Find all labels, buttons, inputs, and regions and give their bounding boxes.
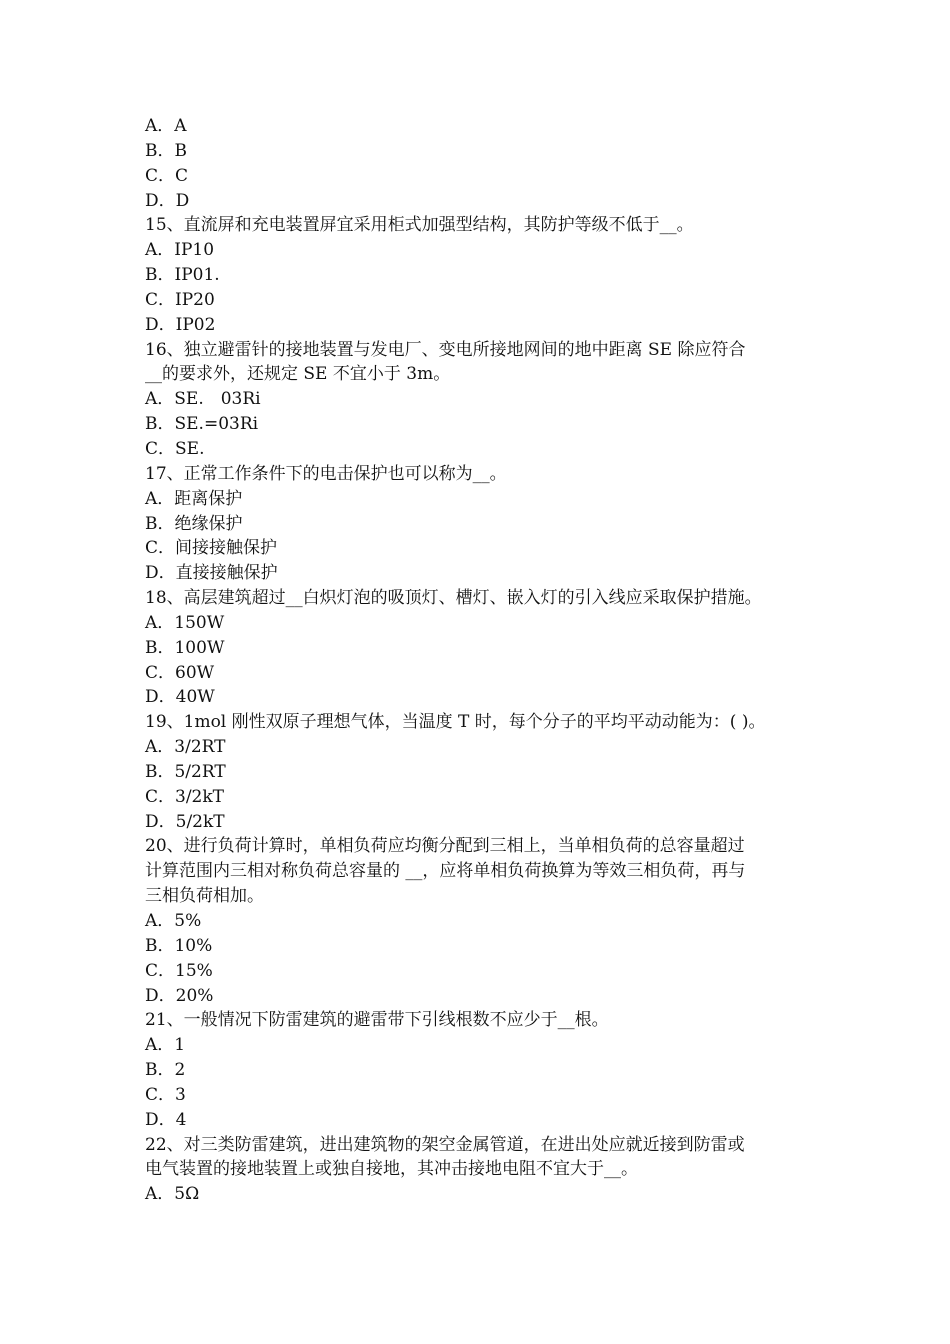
- answer-option: D．IP02: [145, 314, 216, 335]
- answer-option: D．直接接触保护: [145, 563, 278, 584]
- question: [145, 834, 825, 909]
- question-text-line: 计算范围内三相对称负荷总容量的 __，应将单相负荷换算为等效三相负荷，再与: [145, 861, 746, 882]
- answer-option: B．B: [145, 140, 187, 161]
- answer-option: D．4: [145, 1109, 187, 1130]
- question-text-line: 21、一般情况下防雷建筑的避雷带下引线根数不应少于__根。: [145, 1010, 609, 1031]
- question: [145, 338, 825, 388]
- question-text-line: 20、进行负荷计算时，单相负荷应均衡分配到三相上，当单相负荷的总容量超过: [145, 836, 745, 857]
- answer-option: A．距离保护: [145, 488, 243, 509]
- question-text-line: 22、对三类防雷建筑，进出建筑物的架空金属管道，在进出处应就近接到防雷或: [145, 1134, 745, 1155]
- answer-option: B．100W: [145, 637, 225, 658]
- answer-option: D．5/2kT: [145, 811, 225, 832]
- question: [145, 462, 825, 487]
- answer-option: A．150W: [145, 612, 225, 633]
- answer-option: C．SE.: [145, 438, 205, 459]
- question: [145, 213, 825, 238]
- answer-option: B．绝缘保护: [145, 513, 243, 534]
- answer-option: A．3/2RT: [145, 737, 226, 758]
- answer-option: A．1: [145, 1035, 186, 1056]
- answer-option: B．SE.=03Ri: [145, 414, 259, 435]
- answer-option: B．IP01.: [145, 265, 220, 286]
- answer-option: C．C: [145, 165, 189, 186]
- question-text-line: 19、1mol 刚性双原子理想气体，当温度 T 时，每个分子的平均平动动能为：( )。: [145, 712, 766, 733]
- question: [145, 1133, 825, 1183]
- answer-option: B．10%: [145, 935, 213, 956]
- answer-option: D．20%: [145, 985, 214, 1006]
- answer-option: B．2: [145, 1060, 186, 1081]
- question-text-line: 15、直流屏和充电装置屏宜采用柜式加强型结构，其防护等级不低于__。: [145, 215, 694, 236]
- answer-option: C．60W: [145, 662, 215, 683]
- question-text-line: 电气装置的接地装置上或独自接地，其冲击接地电阻不宜大于__。: [145, 1159, 638, 1180]
- question-text-line: 16、独立避雷针的接地装置与发电厂、变电所接地网间的地中距离 SE 除应符合: [145, 339, 746, 360]
- answer-option: C．3: [145, 1084, 186, 1105]
- answer-option: D．40W: [145, 687, 215, 708]
- question-text-line: 三相负荷相加。: [145, 886, 264, 907]
- answer-option: A．A: [145, 116, 187, 136]
- question-text-line: __的要求外，还规定 SE 不宜小于 3m。: [145, 364, 451, 385]
- answer-option: A．5Ω: [145, 1184, 200, 1205]
- question: [145, 1008, 825, 1033]
- question-text-line: 17、正常工作条件下的电击保护也可以称为__。: [145, 463, 507, 484]
- answer-option: B．5/2RT: [145, 761, 226, 782]
- answer-option: A．IP10: [145, 240, 215, 261]
- document-page: [145, 114, 825, 1207]
- question: [145, 710, 825, 735]
- answer-option: A．5%: [145, 911, 202, 931]
- answer-option: D．D: [145, 190, 190, 211]
- question: [145, 586, 825, 611]
- answer-option: C．15%: [145, 960, 213, 981]
- answer-option: C．IP20: [145, 289, 215, 310]
- answer-option: C．间接接触保护: [145, 538, 278, 559]
- question-text-line: 18、高层建筑超过__白炽灯泡的吸顶灯、槽灯、嵌入灯的引入线应采取保护措施。: [145, 588, 762, 609]
- answer-option: A．SE. 03Ri: [145, 389, 261, 410]
- answer-option: C．3/2kT: [145, 786, 225, 807]
